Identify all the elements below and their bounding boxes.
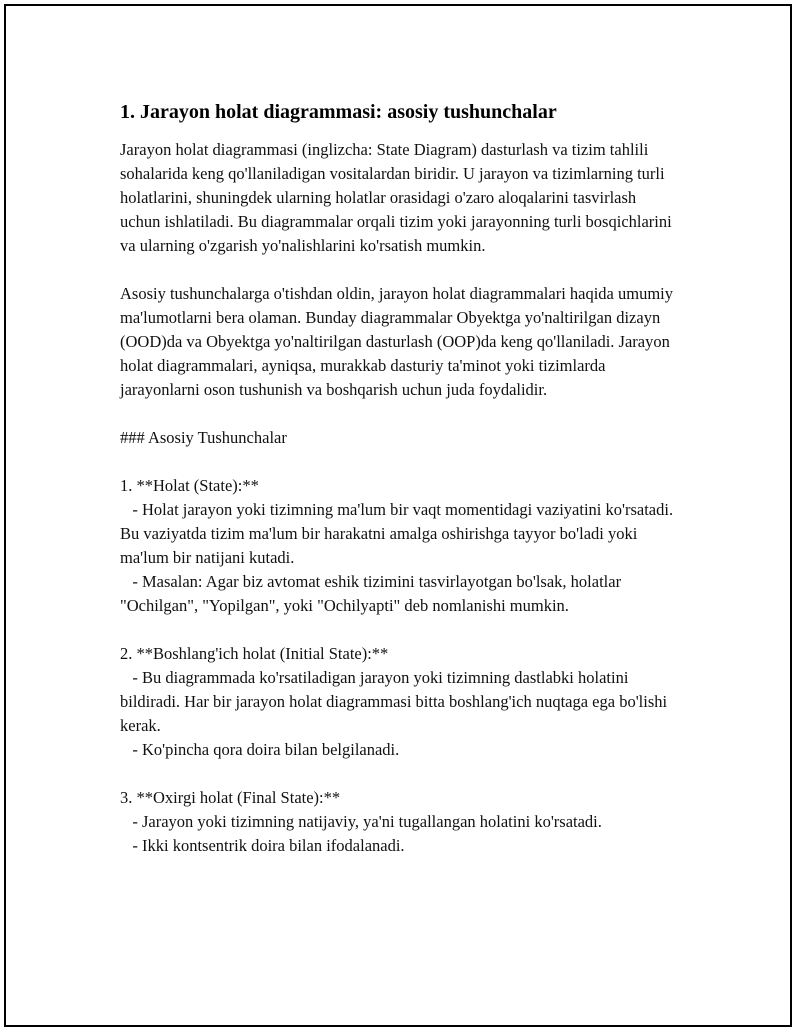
list-item-bullet: - Bu diagrammada ko'rsatiladigan jarayon yoki tizimning dastlabki holatini bildiradi. Har bir jarayon holat diagrammasi bitta boshlang'ich nuqtaga ega bo'lishi kerak. [120,668,672,735]
list-item-holat [120,474,680,618]
list-item-heading: 2. **Boshlang'ich holat (Initial State):** [120,644,389,663]
list-item-initial-state [120,642,680,762]
document-page [4,4,792,1027]
list-item-bullet: - Ikki kontsentrik doira bilan ifodalanadi. [120,836,405,855]
intro-paragraph-1: Jarayon holat diagrammasi (inglizcha: State Diagram) dasturlash va tizim tahlili sohalarida keng qo'llaniladigan vositalardan biridir. U jarayon va tizimlarning turli holatlarini, shuningdek ularning holatlar orasidagi o'zaro aloqalarini tasvirlash uchun ishlatiladi. Bu diagrammalar orqali tizim yoki jarayonning turli bosqichlarini va ularning o'zgarish yo'nalishlarini ko'rsatish mumkin. [120,140,676,255]
list-item-bullet: - Holat jarayon yoki tizimning ma'lum bir vaqt momentidagi vaziyatini ko'rsatadi. Bu vaziyatda tizim ma'lum bir harakatni amalga oshirishga tayyor bo'ladi yoki ma'lum bir natijani kutadi. [120,500,678,567]
section-heading: ### Asosiy Tushunchalar [120,428,287,447]
list-item-final-state [120,786,680,858]
intro-paragraph-2: Asosiy tushunchalarga o'tishdan oldin, jarayon holat diagrammalari haqida umumiy ma'lumotlarni bera olaman. Bunday diagrammalar Obyektga yo'naltirilgan dizayn (OOD)da va Obyektga yo'naltirilgan dasturlash (OOP)da keng qo'llaniladi. Jarayon holat diagrammalari, ayniqsa, murakkab dasturiy ta'minot yoki tizimlarda jarayonlarni oson tushunish va boshqarish uchun juda foydalidir. [120,284,678,399]
document-content [120,98,680,882]
document-title: 1. Jarayon holat diagrammasi: asosiy tushunchalar [120,101,557,123]
list-item-heading: 3. **Oxirgi holat (Final State):** [120,788,341,807]
list-item-bullet: - Jarayon yoki tizimning natijaviy, ya'ni tugallangan holatini ko'rsatadi. [120,812,602,831]
list-item-heading: 1. **Holat (State):** [120,476,259,495]
list-item-bullet: - Masalan: Agar biz avtomat eshik tizimini tasvirlayotgan bo'lsak, holatlar "Ochilgan", "Yopilgan", yoki "Ochilyapti" deb nomlanishi mumkin. [120,572,626,615]
list-item-bullet: - Ko'pincha qora doira bilan belgilanadi. [120,740,400,759]
